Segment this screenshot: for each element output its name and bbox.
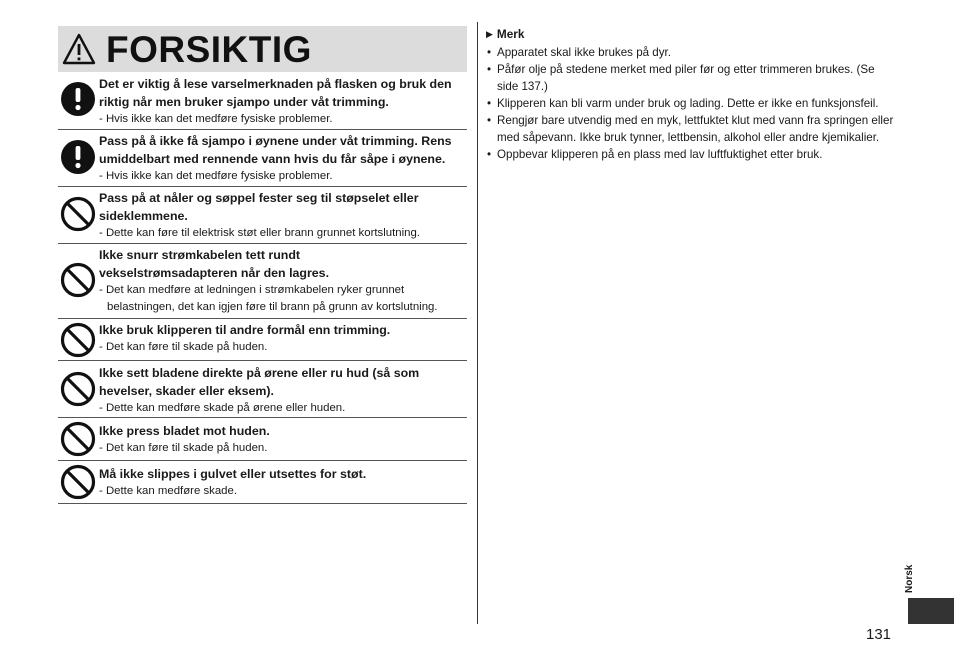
notes-item-text: Påfør olje på stedene merket med piler før og etter trimmeren brukes. (Se side 137.) [497, 63, 875, 93]
prohibition-icon [60, 262, 96, 298]
caution-note: - Hvis ikke kan det medføre fysiske problemer. [99, 113, 333, 125]
page-title: FORSIKTIG [106, 28, 312, 70]
prohibition-icon [60, 464, 96, 500]
caution-item [58, 418, 467, 461]
notes-item-text: Rengjør bare utvendig med en myk, lettfuktet klut med vann fra springen eller med såpevann. Ikke bruk tynner, lettbensin, alkohol eller andre kjemikalier. [497, 114, 894, 144]
caution-item [58, 130, 467, 187]
caution-header [58, 26, 467, 72]
caution-item [58, 319, 467, 361]
caution-note: - Dette kan medføre skade på ørene eller huden. [99, 402, 346, 414]
prohibition-icon [60, 371, 96, 407]
notes-item [486, 61, 897, 95]
caution-note: - Hvis ikke kan det medføre fysiske problemer. [99, 170, 333, 182]
notes-item-text: Apparatet skal ikke brukes på dyr. [497, 46, 671, 59]
notes-item [486, 112, 909, 146]
caution-text: Ikke press bladet mot huden. [99, 424, 270, 438]
caution-note: - Det kan medføre at ledningen i strømkabelen ryker grunnet belastningen, det kan igjen føre til brann på grunn av kortslutning. [99, 284, 438, 313]
caution-note: - Dette kan medføre skade. [99, 485, 238, 497]
caution-text: Ikke snurr strømkabelen tett rundt vekselstrømsadapteren når den lagres. [99, 248, 330, 280]
notes-item [486, 95, 906, 112]
notes-item [486, 44, 906, 61]
notes-section [486, 26, 906, 163]
notes-item [486, 146, 906, 163]
caution-note: - Det kan føre til skade på huden. [99, 442, 268, 454]
caution-text: Pass på at nåler og søppel fester seg til støpselet eller sideklemmene. [99, 191, 419, 223]
notes-item-text: Klipperen kan bli varm under bruk og lading. Dette er ikke en funksjonsfeil. [497, 97, 879, 110]
caution-text: Ikke bruk klipperen til andre formål enn trimming. [99, 323, 391, 337]
bullet-icon: • [487, 63, 492, 76]
caution-item [58, 461, 467, 504]
bullet-icon: • [487, 148, 492, 161]
bullet-icon: • [487, 97, 492, 110]
language-tab-bar [908, 598, 954, 624]
prohibition-icon [60, 196, 96, 232]
caution-item [58, 187, 467, 244]
caution-list [58, 73, 467, 504]
caution-note: - Det kan føre til skade på huden. [99, 341, 268, 353]
caution-text: Ikke sett bladene direkte på ørene eller ru hud (så som hevelser, skader eller eksem). [99, 366, 420, 398]
prohibition-icon [60, 421, 96, 457]
caution-item [58, 73, 467, 130]
prohibition-icon [60, 322, 96, 358]
language-label: Norsk [904, 564, 915, 593]
caution-text: Det er viktig å lese varselmerknaden på flasken og bruk den riktig når men bruker sjampo under våt trimming. [99, 77, 452, 109]
caution-text: Må ikke slippes i gulvet eller utsettes for støt. [99, 467, 367, 481]
page-number: 131 [866, 626, 892, 643]
bullet-icon: • [487, 46, 492, 59]
notes-heading [486, 26, 906, 43]
caution-item [58, 361, 467, 418]
warning-triangle-icon [62, 33, 96, 65]
column-divider [477, 22, 478, 624]
notes-item-text: Oppbevar klipperen på en plass med lav luftfuktighet etter bruk. [497, 148, 823, 161]
bullet-icon: • [487, 114, 492, 127]
caution-item [58, 244, 467, 319]
exclamation-icon [60, 81, 96, 117]
triangle-right-icon: ▶ [486, 29, 493, 39]
exclamation-icon [60, 139, 96, 175]
notes-heading-label: Merk [496, 27, 525, 41]
caution-note: - Dette kan føre til elektrisk støt eller brann grunnet kortslutning. [99, 227, 420, 239]
caution-text: Pass på å ikke få sjampo i øynene under våt trimming. Rens umiddelbart med rennende vann hvis du får såpe i øynene. [99, 134, 452, 166]
